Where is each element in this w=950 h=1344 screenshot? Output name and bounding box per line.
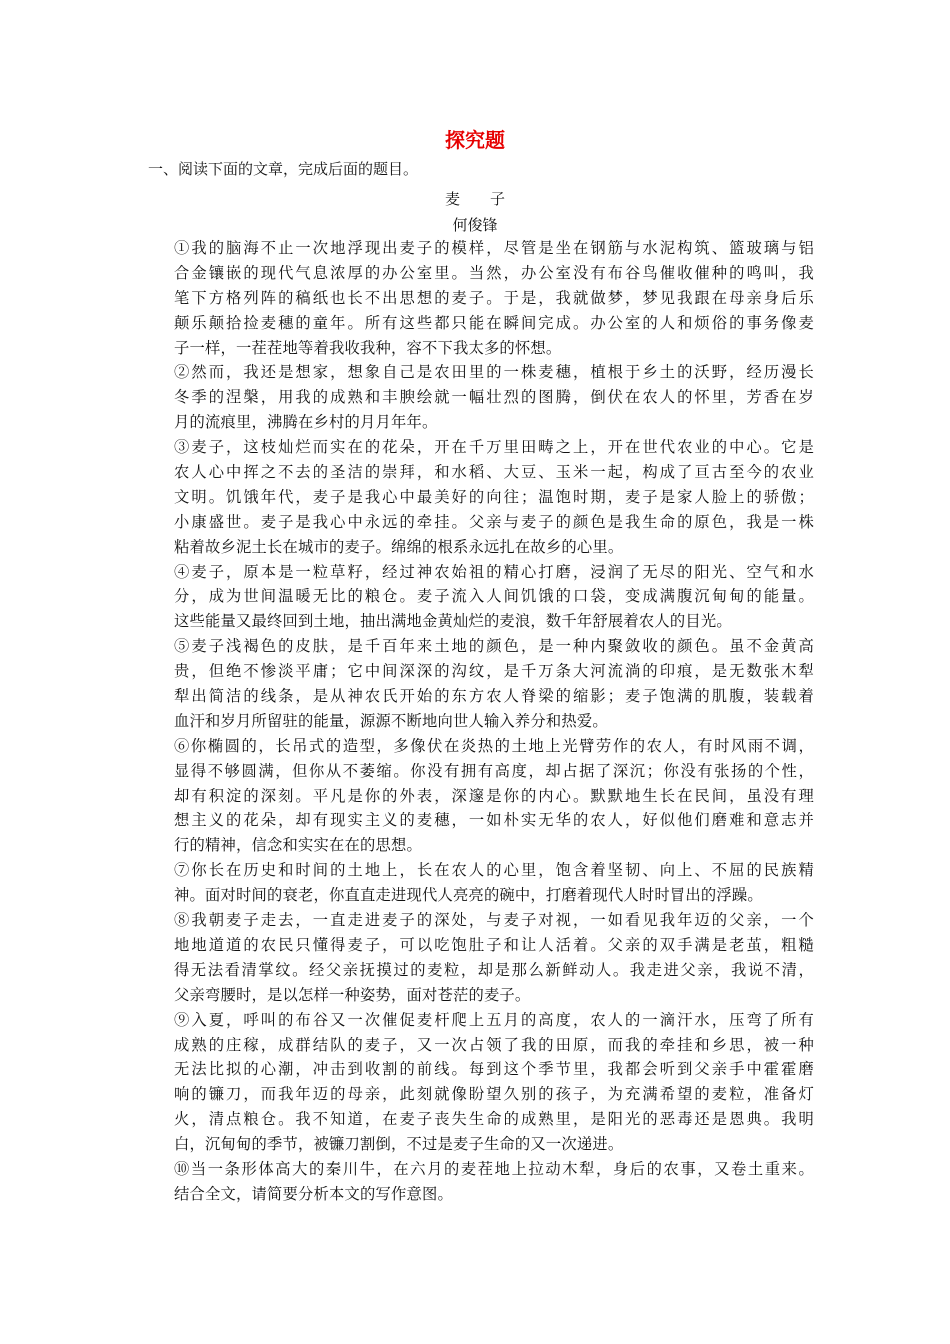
article-line: 血汗和岁月所留驻的能量，源源不断地向世人输入养分和热爱。 — [174, 711, 608, 730]
article-line: 合金镶嵌的现代气息浓厚的办公室里。当然，办公室没有布谷鸟催收催种的鸣叫，我 — [174, 263, 814, 282]
article-line: ④麦子，原本是一粒草籽，经过神农始祖的精心打磨，浸润了无尽的阳光、空气和水 — [174, 562, 814, 581]
article-body — [174, 236, 814, 1207]
article-line: 显得不够圆满，但你从不萎缩。你没有拥有高度，却占据了深沉；你没有张扬的个性， — [174, 761, 814, 780]
article-line: 月的流痕里，沸腾在乡村的月月年年。 — [174, 413, 438, 432]
article-line: 文明。饥饿年代，麦子是我心中最美好的向往；温饱时期，麦子是家人脸上的骄傲； — [174, 487, 814, 506]
article-line: 分，成为世间温暖无比的粮仓。麦子流入人间饥饿的口袋，变成满腹沉甸甸的能量。 — [174, 587, 814, 606]
article-author: 何俊锋 — [452, 216, 498, 234]
article-line: 颠乐颠拾捡麦穗的童年。所有这些都只能在瞬间完成。办公室的人和烦俗的事务像麦 — [174, 313, 814, 332]
article-line: 响的镰刀，而我年迈的母亲，此刻就像盼望久别的孩子，为充满希望的麦粒，准备灯 — [174, 1085, 814, 1104]
article-line: ⑧我朝麦子走去，一直走进麦子的深处，与麦子对视，一如看见我年迈的父亲，一个 — [174, 911, 814, 930]
article-line: 无法比拟的心潮，冲击到收割的前线。每到这个季节里，我都会听到父亲手中霍霍磨 — [174, 1060, 814, 1079]
article-line: 得无法看清掌纹。经父亲抚摸过的麦粒，却是那么新鲜动人。我走进父亲，我说不清， — [174, 960, 814, 979]
article-line: ⑨入夏，呼叫的布谷又一次催促麦杆爬上五月的高度，农人的一滴汗水，压弯了所有 — [174, 1010, 814, 1029]
article-line: 犁出简洁的线条，是从神农氏开始的东方农人脊梁的缩影；麦子饱满的肌腹，装载着 — [174, 687, 814, 706]
section-intro: 一、阅读下面的文章，完成后面的题目。 — [148, 160, 419, 178]
article-line: ②然而，我还是想家，想象自己是农田里的一株麦穗，植根于乡土的沃野，经历漫长 — [174, 363, 814, 382]
article-line: 行的精神，信念和实实在在的思想。 — [174, 836, 422, 855]
article-line: 神。面对时间的衰老，你直直走进现代人亮亮的碗中，打磨着现代人时时冒出的浮躁。 — [174, 886, 763, 905]
article-line: 结合全文，请简要分析本文的写作意图。 — [174, 1184, 453, 1203]
article-line: ⑦你长在历史和时间的土地上，长在农人的心里，饱含着坚韧、向上、不屈的民族精 — [174, 861, 814, 880]
article-line: ⑩当一条形体高大的秦川牛，在六月的麦茬地上拉动木犁，身后的农事，又卷土重来。 — [174, 1159, 814, 1178]
article-line: 贵，但绝不惨淡平庸；它中间深深的沟纹，是千万条大河流淌的印痕，是无数张木犁 — [174, 662, 814, 681]
article-line: 火，清点粮仓。我不知道，在麦子丧失生命的成熟里，是阳光的恶毒还是恩典。我明 — [174, 1110, 814, 1129]
article-line: 农人心中挥之不去的圣洁的崇拜，和水稻、大豆、玉米一起，构成了亘古至今的农业 — [174, 463, 814, 482]
article-line: ⑥你椭圆的，长吊式的造型，多像伏在炎热的土地上光臂劳作的农人，有时风雨不调， — [174, 736, 814, 755]
article-line: 成熟的庄稼，成群结队的麦子，又一次占领了我的田原，而我的牵挂和乡思，被一种 — [174, 1035, 814, 1054]
article-line: ①我的脑海不止一次地浮现出麦子的模样，尽管是坐在钢筋与水泥构筑、篮玻璃与铝 — [174, 239, 814, 257]
article-line: ⑤麦子浅褐色的皮肤，是千百年来土地的颜色，是一种内聚敛收的颜色。虽不金黄高 — [174, 637, 814, 656]
article-line: 想主义的花朵，却有现实主义的麦穗，一如朴实无华的农人，好似他们磨难和意志并 — [174, 811, 814, 830]
article-line: ③麦子，这枝灿烂而实在的花朵，开在千万里田畴之上，开在世代农业的中心。它是 — [174, 438, 814, 457]
article-line: 却有积淀的深刻。平凡是你的外表，深邃是你的内心。默默地生长在民间，虽没有理 — [174, 786, 814, 805]
article-title: 麦 子 — [444, 190, 505, 208]
page-title: 探究题 — [445, 128, 505, 152]
article-line: 地地道道的农民只懂得麦子，可以吃饱肚子和让人活着。父亲的双手满是老茧，粗糙 — [174, 935, 814, 954]
article-line: 这些能量又最终回到土地，抽出满地金黄灿烂的麦浪，数千年舒展着农人的目光。 — [174, 612, 732, 631]
article-line: 小康盛世。麦子是我心中永远的牵挂。父亲与麦子的颜色是我生命的原色，我是一株 — [174, 512, 814, 531]
article-line: 粘着故乡泥土长在城市的麦子。绵绵的根系永远扎在故乡的心里。 — [174, 537, 624, 556]
article-line: 子一样，一茬茬地等着我收我种，容不下我太多的怀想。 — [174, 338, 562, 357]
article-line: 笔下方格列阵的稿纸也长不出思想的麦子。于是，我就做梦，梦见我跟在母亲身后乐 — [174, 288, 814, 307]
article-line: 父亲弯腰时，是以怎样一种姿势，面对苍茫的麦子。 — [174, 985, 531, 1004]
article-line: 白，沉甸甸的季节，被镰刀割倒，不过是麦子生命的又一次递进。 — [174, 1135, 624, 1154]
article-line: 冬季的涅槃，用我的成熟和丰腴绘就一幅壮烈的图腾，倒伏在农人的怀里，芳香在岁 — [174, 388, 814, 407]
